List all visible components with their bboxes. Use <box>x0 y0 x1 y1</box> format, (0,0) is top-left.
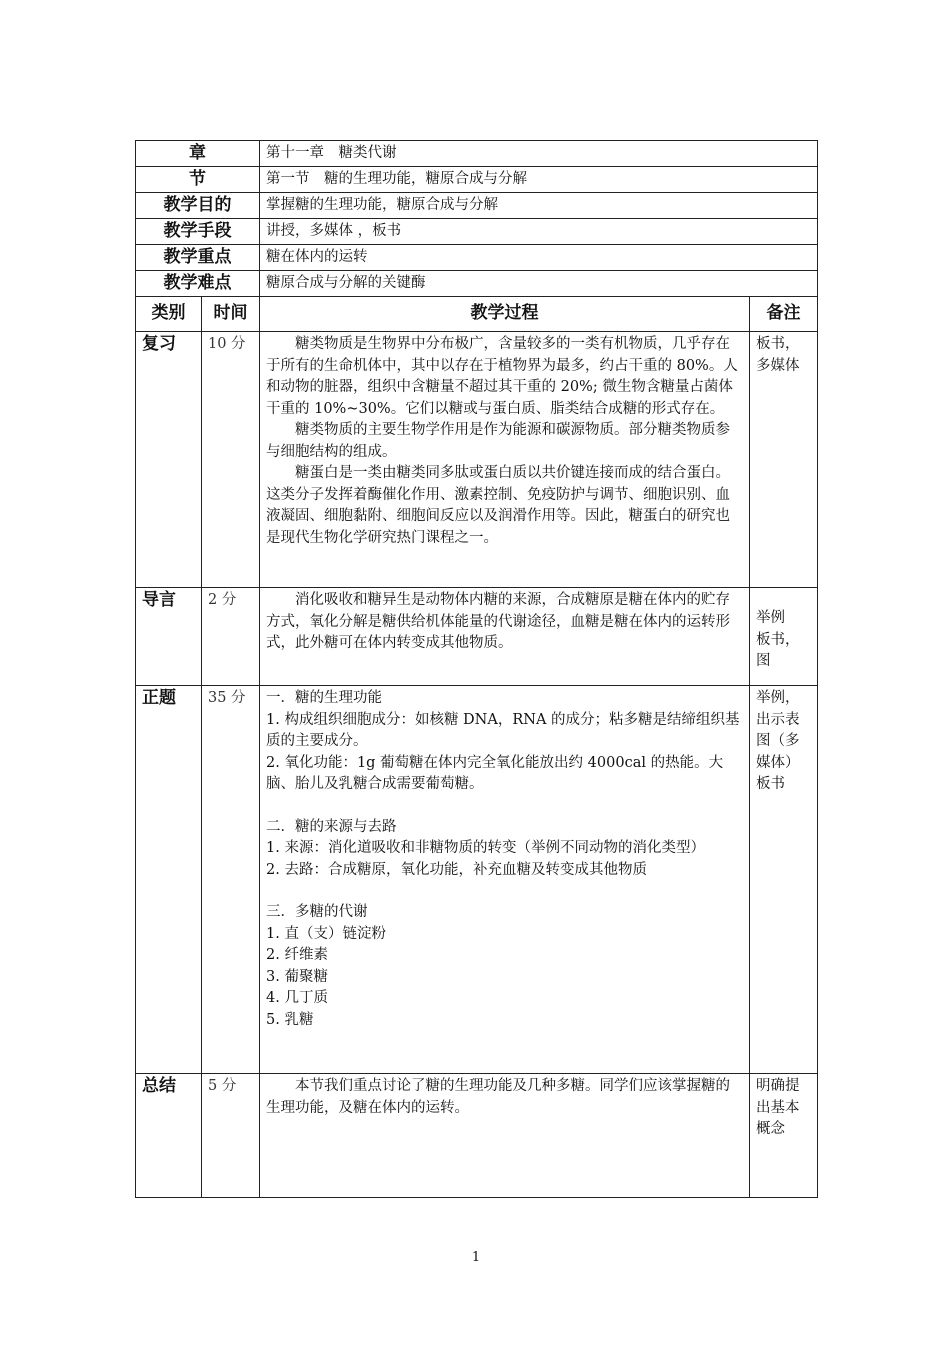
row-intro <box>136 588 818 686</box>
key-point-value: 糖在体内的运转 <box>260 245 818 271</box>
section-value: 第一节 糖的生理功能，糖原合成与分解 <box>260 167 818 193</box>
row-time: 5 分 <box>202 1074 260 1198</box>
section-title: 三．多糖的代谢 <box>266 904 368 920</box>
note-line: 概念 <box>756 1121 785 1137</box>
chapter-label: 章 <box>136 141 260 167</box>
header-row-chapter <box>136 141 818 167</box>
paragraph: 糖蛋白是一类由糖类同多肽或蛋白质以共价键连接而成的结合蛋白。这类分子发挥着酶催化作用、激素控制、免疫防护与调节、细胞识别、血液凝固、细胞黏附、细胞间反应以及润滑作用等。因此，糖蛋白的研究也是现代生物化学研究热门课程之一。 <box>266 465 730 546</box>
row-notes <box>750 686 818 1074</box>
column-header-process: 教学过程 <box>260 297 750 332</box>
difficulty-value: 糖原合成与分解的关键酶 <box>260 271 818 297</box>
note-line: 媒体） <box>756 754 800 771</box>
goal-label: 教学目的 <box>136 193 260 219</box>
row-time: 10 分 <box>202 332 260 588</box>
list-item: 2. 纤维素 <box>266 947 328 963</box>
header-row-goal <box>136 193 818 219</box>
row-review <box>136 332 818 588</box>
row-category: 正题 <box>136 686 202 1074</box>
column-header-row <box>136 297 818 332</box>
row-notes <box>750 588 818 686</box>
paragraph: 本节我们重点讨论了糖的生理功能及几种多糖。同学们应该掌握糖的生理功能，及糖在体内的运转。 <box>266 1078 730 1116</box>
list-item: 2. 氧化功能：1g 葡萄糖在体内完全氧化能放出约 4000cal 的热能。大脑、胎儿及乳糖合成需要葡萄糖。 <box>266 754 724 792</box>
row-summary <box>136 1074 818 1198</box>
note-line: 举例 <box>756 610 785 626</box>
method-label: 教学手段 <box>136 219 260 245</box>
note-line: 板书， <box>756 336 800 352</box>
note-line: 出示表 <box>756 711 800 728</box>
column-header-notes: 备注 <box>750 297 818 332</box>
row-content <box>260 332 750 588</box>
header-row-section <box>136 167 818 193</box>
list-item: 1. 直（支）链淀粉 <box>266 925 386 942</box>
section-title: 一．糖的生理功能 <box>266 690 382 706</box>
row-category: 复习 <box>136 332 202 588</box>
lesson-plan-table <box>135 140 818 1198</box>
note-line: 板书 <box>756 776 785 792</box>
note-line: 举例， <box>756 690 800 706</box>
difficulty-label: 教学难点 <box>136 271 260 297</box>
header-row-method <box>136 219 818 245</box>
paragraph: 消化吸收和糖异生是动物体内糖的来源，合成糖原是糖在体内的贮存方式，氧化分解是糖供给机体能量的代谢途径，血糖是糖在体内的运转形式，此外糖可在体内转变成其他物质。 <box>266 592 730 651</box>
list-item: 5. 乳糖 <box>266 1011 314 1028</box>
header-row-difficulty <box>136 271 818 297</box>
row-time: 2 分 <box>202 588 260 686</box>
header-row-key <box>136 245 818 271</box>
chapter-value: 第十一章 糖类代谢 <box>260 141 818 167</box>
row-time: 35 分 <box>202 686 260 1074</box>
list-item: 4. 几丁质 <box>266 990 328 1006</box>
goal-value: 掌握糖的生理功能，糖原合成与分解 <box>260 193 818 219</box>
section-title: 二．糖的来源与去路 <box>266 818 397 835</box>
row-content <box>260 686 750 1074</box>
method-value: 讲授，多媒体 ，板书 <box>260 219 818 245</box>
row-notes <box>750 1074 818 1198</box>
row-content <box>260 1074 750 1198</box>
note-line: 图（多 <box>756 733 800 749</box>
row-category: 总结 <box>136 1074 202 1198</box>
list-item: 3. 葡聚糖 <box>266 968 328 985</box>
note-line: 多媒体 <box>756 357 800 374</box>
note-line: 出基本 <box>756 1099 800 1116</box>
row-category: 导言 <box>136 588 202 686</box>
column-header-category: 类别 <box>136 297 202 332</box>
list-item: 1. 构成组织细胞成分：如核糖 DNA，RNA 的成分；粘多糖是结缔组织基质的主要成分。 <box>266 711 740 749</box>
paragraph: 糖类物质是生物界中分布极广，含量较多的一类有机物质，几乎存在于所有的生命机体中，其中以存在于植物界为最多，约占干重的 80%。人和动物的脏器，组织中含糖量不超过其干重的 20%; 微生物含糖量占菌体干重的 10%~30%。它们以糖或与蛋白质、脂类结合成糖的形式存在。 <box>266 336 738 417</box>
list-item: 2. 去路：合成糖原，氧化功能，补充血糖及转变成其他物质 <box>266 861 647 878</box>
list-item: 1. 来源：消化道吸收和非糖物质的转变（举例不同动物的消化类型） <box>266 840 705 856</box>
section-label: 节 <box>136 167 260 193</box>
page-number: 1 <box>471 1250 481 1265</box>
row-notes <box>750 332 818 588</box>
column-header-time: 时间 <box>202 297 260 332</box>
note-line: 明确提 <box>756 1078 800 1094</box>
note-line: 图 <box>756 653 771 669</box>
paragraph: 糖类物质的主要生物学作用是作为能源和碳源物质。部分糖类物质参与细胞结构的组成。 <box>266 422 730 460</box>
spacer <box>266 796 743 817</box>
key-point-label: 教学重点 <box>136 245 260 271</box>
row-main-topic <box>136 686 818 1074</box>
row-content <box>260 588 750 686</box>
spacer <box>266 881 743 902</box>
note-line: 板书， <box>756 631 800 648</box>
